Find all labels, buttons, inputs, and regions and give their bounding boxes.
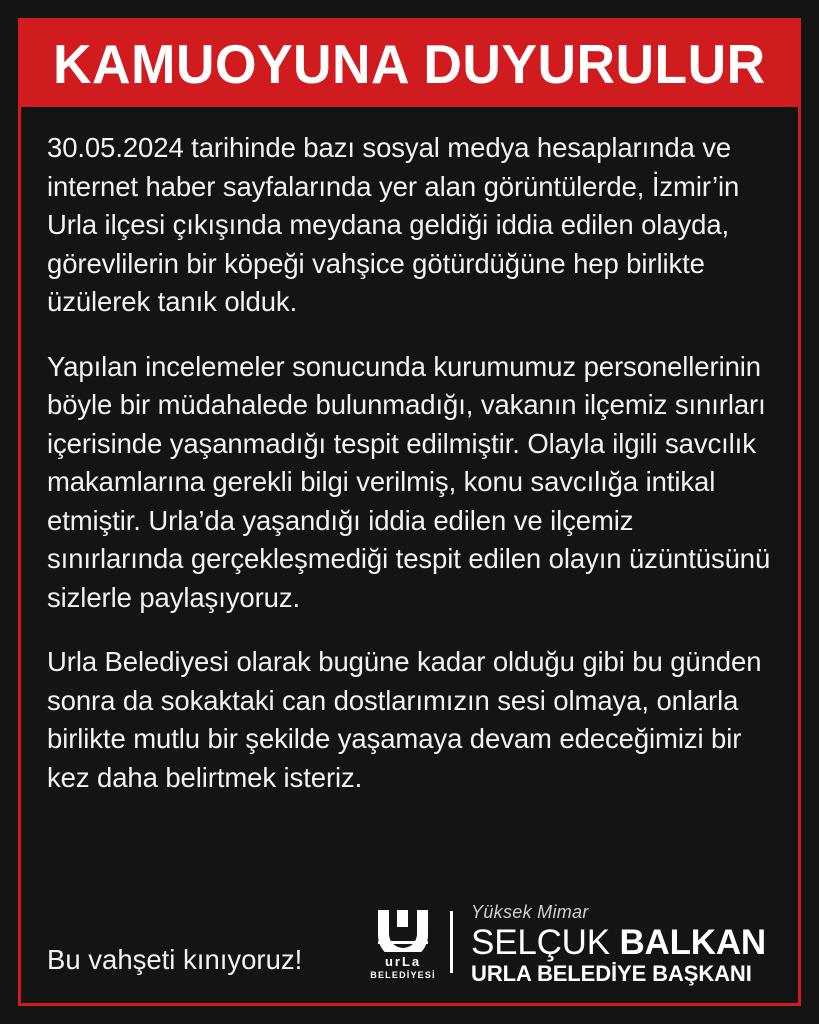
signature-block (370, 903, 772, 985)
signature-divider (450, 911, 453, 973)
urla-municipality-logo (370, 908, 436, 980)
official-first-name: SELÇUK (471, 923, 610, 962)
logo-subtitle: BELEDİYESİ (370, 970, 436, 980)
paragraph-2: Yapılan incelemeler sonucunda kurumumuz personellerinin böyle bir müdahalede bulunmadığı, vakanın ilçemiz sınırları içerisinde yaşanmadığı tespit edilmiştir. Olayla ilgili savcılık makamlarına gerekli bilgi verilmiş, konu savcılığa intikal etmiştir. Urla’da yaşandığı iddia edilen ve ilçemiz sınırlarında gerçekleşmediği tespit edilen olayın üzüntüsünü sizlerle paylaşıyoruz. (47, 350, 771, 613)
paragraph-3: Urla Belediyesi olarak bugüne kadar olduğu gibi bu günden sonra da sokaktaki can dostlarımızın sesi olmaya, onlarla birlikte mutlu bir şekilde yaşamaya devam edeceğimizi bir kez daha belirtmek isteriz. (47, 646, 762, 793)
closing-statement: Bu vahşeti kınıyoruz! (47, 943, 303, 975)
logo-name: urLa (384, 954, 422, 969)
paragraph-1: 30.05.2024 tarihinde bazı sosyal medya hesaplarında ve internet haber sayfalarında yer alan görüntülerde, İzmir’in Urla ilçesi çıkışında meydana geldiği iddia edilen olayda, görevlilerin bir köpeği vahşice götürdüğüne hep birlikte üzülerek tanık olduk. (47, 132, 740, 317)
official-name-block (471, 903, 766, 985)
official-name (471, 925, 766, 960)
page-title: KAMUOYUNA DUYURULUR (53, 32, 766, 95)
signature-row (47, 903, 772, 1003)
pre-title: Yüksek Mimar (471, 902, 589, 922)
headline-band (21, 21, 798, 107)
logo-mark-icon (370, 908, 436, 952)
poster-frame (18, 18, 801, 1006)
official-last-name: BALKAN (619, 923, 766, 962)
official-role: URLA BELEDİYE BAŞKANI (471, 961, 752, 986)
announcement-body (21, 107, 798, 1003)
